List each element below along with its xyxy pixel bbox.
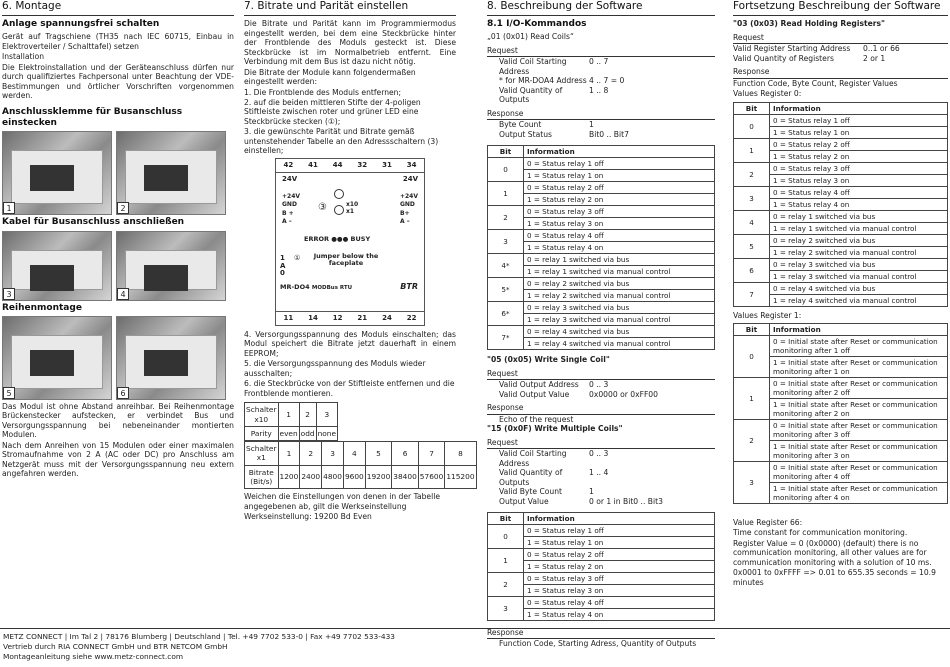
step: 1. Die Frontblende des Moduls entfernen; xyxy=(244,87,402,97)
info-cell: 1 = Status relay 3 on xyxy=(524,218,715,230)
table-row xyxy=(734,258,948,270)
info-cell: 0 = Status relay 1 off xyxy=(524,158,715,170)
request-label: Request xyxy=(487,45,715,57)
info-cell: 1 = relay 3 switched via manual control xyxy=(524,314,715,326)
table-row xyxy=(488,158,715,170)
step: 3. die gewünschte Parität und Bitrate gemäß untenstehender Tabelle an den Adressschaltern (3) einstellen; xyxy=(244,127,439,156)
info-cell: 0 = Status relay 4 off xyxy=(770,186,948,198)
parity-table: Schalter x10 1 2 3 Parity even odd none xyxy=(244,402,338,441)
bit-cell: 0 xyxy=(488,158,524,182)
table-row xyxy=(488,278,715,290)
info-cell: 0 = relay 2 switched via bus xyxy=(524,278,715,290)
info-cell: 0 = relay 1 switched via bus xyxy=(770,210,948,222)
paragraph: Weichen die Einstellungen von denen in der Tabelle angegebenen ab, gilt die Werkseinstellung xyxy=(244,492,440,511)
bit-cell: 2 xyxy=(734,162,770,186)
paragraph: Die Elektroinstallation und der Geräteanschluss dürfen nur durch qualifiziertes Fachpersonal unter Beachtung der VDE-Bestimmungen und örtlicher Vorschriften vorgenommen werden. xyxy=(2,62,234,101)
response-label: Response xyxy=(487,402,715,414)
table-row xyxy=(488,206,715,218)
subheading: 8.1 I/O-Kommandos xyxy=(487,19,587,30)
table-header: Bit xyxy=(488,146,524,158)
table-row xyxy=(734,138,948,150)
section-title: Fortsetzung Beschreibung der Software xyxy=(733,0,948,16)
info-cell: 1 = Status relay 1 on xyxy=(524,537,715,549)
bit-cell: 3 xyxy=(734,462,770,504)
info-cell: 1 = Initial state after Reset or communication monitoring after 1 on xyxy=(770,357,948,378)
device-diagram: 42 41 44 32 31 34 24V 24V +24V GND B + A – +24V GND B+ A – x10 x1 ③ ERROR ●●● BUSY 1 A 0 ① Jumper below the faceplate MR-DO4 MODBus RTU BTR 11 14 12 21 24 22 xyxy=(275,158,425,326)
photo-4: 4 xyxy=(116,231,226,301)
bit-cell: 2 xyxy=(488,206,524,230)
info-cell: 0 = relay 3 switched via bus xyxy=(524,302,715,314)
command-title: "15 (0x0F) Write Multiple Coils" xyxy=(487,424,623,434)
step: 6. die Steckbrücke von der Stiftleiste entfernen und die Frontblende montieren. xyxy=(244,379,455,398)
bit-cell: 3 xyxy=(734,186,770,210)
response-label: Response xyxy=(487,108,715,120)
info-cell: 1 = relay 4 switched via manual control xyxy=(770,294,948,306)
info-cell: 1 = Status relay 3 on xyxy=(524,585,715,597)
table-row xyxy=(488,549,715,561)
command-title: „01 (0x01) Read Coils“ xyxy=(487,32,574,42)
paragraph: Installation xyxy=(2,52,45,62)
table-row xyxy=(734,378,948,399)
info-cell: 1 = Initial state after Reset or communication monitoring after 3 on xyxy=(770,441,948,462)
subheading: Anschlussklemme für Busanschluss einstecken xyxy=(2,106,183,129)
table-row xyxy=(734,186,948,198)
step: 5. die Versorgungsspannung des Moduls wieder ausschalten; xyxy=(244,359,426,378)
photo-3: 3 xyxy=(2,231,112,301)
table-row xyxy=(488,230,715,242)
subheading: Reihenmontage xyxy=(2,302,82,313)
info-cell: 0 = Initial state after Reset or communication monitoring after 4 off xyxy=(770,462,948,483)
photo-5: 5 xyxy=(2,316,112,400)
info-cell: 1 = Status relay 2 on xyxy=(524,561,715,573)
table-row xyxy=(488,254,715,266)
table-row xyxy=(734,282,948,294)
command-title: "03 (0x03) Read Holding Registers" xyxy=(733,19,885,29)
table-header: Bit xyxy=(734,102,770,114)
table-row xyxy=(734,162,948,174)
request-label: Request xyxy=(487,437,715,449)
info-cell: 1 = Status relay 3 on xyxy=(770,174,948,186)
info-cell: 1 = Status relay 4 on xyxy=(524,609,715,621)
table-row xyxy=(488,182,715,194)
request-label: Request xyxy=(733,32,948,44)
info-cell: 1 = Initial state after Reset or communication monitoring after 2 on xyxy=(770,399,948,420)
info-cell: 0 = Initial state after Reset or communication monitoring after 2 off xyxy=(770,378,948,399)
bit-cell: 0 xyxy=(734,336,770,378)
table-row xyxy=(488,302,715,314)
read-coils-table xyxy=(487,145,715,350)
step: 4. Versorgungsspannung des Moduls einschalten; das Modul speichert die Bitrate jetzt dauerhaft in einem EEPROM; xyxy=(244,329,456,358)
table-row xyxy=(734,210,948,222)
info-cell: 1 = Status relay 1 on xyxy=(770,126,948,138)
response-label: Response xyxy=(733,66,948,78)
photo-2: 2 xyxy=(116,131,226,215)
info-cell: 0 = relay 1 switched via bus xyxy=(524,254,715,266)
section-title: 6. Montage xyxy=(2,0,234,16)
bit-cell: 1 xyxy=(488,549,524,573)
step: 2. auf die beiden mittleren Stifte der 4-poligen Stiftleiste zwischen roter und grüner LED eine Steckbrücke stecken (①); xyxy=(244,98,421,126)
bit-cell: 5* xyxy=(488,278,524,302)
bit-cell: 5 xyxy=(734,234,770,258)
paragraph: Nach dem Anreihen von 15 Modulen oder einer maximalen Stromaufnahme von 2 A (AC oder DC) pro Anschluss am Netzgerät muss mit der Versorgungsspannung neu extern angefahren werden. xyxy=(2,440,234,479)
register0-table xyxy=(733,102,948,307)
table-header: Information xyxy=(770,102,948,114)
table-row xyxy=(734,336,948,357)
info-cell: 1 = Initial state after Reset or communication monitoring after 4 on xyxy=(770,483,948,504)
bit-cell: 1 xyxy=(734,138,770,162)
bit-cell: 4* xyxy=(488,254,524,278)
bit-cell: 3 xyxy=(488,597,524,621)
photo-1: 1 xyxy=(2,131,112,215)
info-cell: 0 = relay 4 switched via bus xyxy=(770,282,948,294)
bitrate-table: Schalter x1 1 2 3 4 5 6 7 8 Bitrate (Bit/s) 1200 2400 4800 9600 19200 38400 57600 115200 xyxy=(244,441,477,489)
paragraph: Das Modul ist ohne Abstand anreihbar. Bei Reihenmontage Brückenstecker aufstecken, er verbindet Bus und Versorgungsspannung bei nebeneinander montierten Modulen. xyxy=(2,401,234,440)
info-cell: 0 = relay 3 switched via bus xyxy=(770,258,948,270)
bit-cell: 2 xyxy=(734,420,770,462)
info-cell: 0 = Status relay 2 off xyxy=(524,182,715,194)
bit-cell: 6* xyxy=(488,302,524,326)
info-cell: 1 = Status relay 4 on xyxy=(524,242,715,254)
info-cell: 1 = relay 1 switched via manual control xyxy=(524,266,715,278)
info-cell: 0 = Status relay 4 off xyxy=(524,230,715,242)
section-title: 7. Bitrate und Parität einstellen xyxy=(244,0,456,16)
paragraph: Die Bitrate der Module kann folgendermaßen eingestellt werden: xyxy=(244,67,416,87)
info-cell: 1 = relay 1 switched via manual control xyxy=(770,222,948,234)
table-row xyxy=(488,326,715,338)
table-header: Bit xyxy=(734,324,770,336)
photo-6: 6 xyxy=(116,316,226,400)
table-header: Information xyxy=(770,324,948,336)
table-header: Information xyxy=(524,146,715,158)
table-row xyxy=(734,114,948,126)
info-cell: 0 = Status relay 2 off xyxy=(770,138,948,150)
paragraph: Die Bitrate und Parität kann im Programmiermodus eingestellt werden, bei dem eine Steckbrücke hinter der Frontblende des Moduls gesteckt ist. Diese Steckbrücke ist im Normalbetrieb entfernt. Eine Verbindung mit dem Bus ist dazu nicht nötig. xyxy=(244,19,456,67)
table-row xyxy=(488,525,715,537)
section-montage xyxy=(2,0,234,480)
info-cell: 1 = relay 4 switched via manual control xyxy=(524,338,715,350)
photo-row xyxy=(2,316,234,400)
info-cell: 0 = Status relay 1 off xyxy=(524,525,715,537)
bit-cell: 0 xyxy=(488,525,524,549)
table-row xyxy=(734,234,948,246)
section-bitrate xyxy=(244,0,475,523)
bit-cell: 2 xyxy=(488,573,524,597)
info-cell: 0 = Status relay 3 off xyxy=(524,573,715,585)
page-footer: METZ CONNECT | Im Tal 2 | 78176 Blumberg | Deutschland | Tel. +49 7702 533-0 | Fax +49 7702 533-433 Vertrieb durch RIA CONNECT GmbH und BTR NETCOM GmbH Montageanleitung siehe www.metz-connect.com xyxy=(0,628,950,665)
bit-cell: 0 xyxy=(734,114,770,138)
info-cell: 0 = Status relay 2 off xyxy=(524,549,715,561)
subheading: Kabel für Busanschluss anschließen xyxy=(2,217,185,228)
request-label: Request xyxy=(487,368,715,380)
bit-cell: 6 xyxy=(734,258,770,282)
info-cell: 0 = Status relay 4 off xyxy=(524,597,715,609)
section-software-continued: Fortsetzung Beschreibung der Software "03 (0x03) Read Holding Registers" Request Valid Register Starting Address 0..1 or 66 Valid Quantity of Registers 2 or 1 Response Function Code, Byte Count, Register Values Values Register 0: Bit Information 0 0 = Status relay 1 off 1 = Status relay 1 on 1 0 = Status relay 2 off 1 = Status relay 2 on 2 0 = Status relay 3 off 1 = Status relay 3 on 3 0 = Status relay 4 off 1 = Status relay 4 on 4 0 = relay 1 switched via bus 1 = relay 1 switched via manual control 5 0 = relay 2 switched via bus 1 = relay 2 switched via manual control 6 0 = relay 3 switched via bus 1 = relay 3 switched via manual control 7 0 = relay 4 switched via bus 1 = relay 4 switched via manual control Values Register 1: Bit Information 0 0 = Initial state after Reset or communication monitoring after 1 off 1 = Initial state after Reset or communication monitoring after 1 on 1 0 = Initial state after Reset or communication monitoring after 2 off 1 = Initial state after Reset or communication monitoring after 2 on 2 0 = Initial state after Reset or communication monitoring after 3 off 1 = Initial state after Reset or communication monitoring after 3 on 3 0 = Initial state after Reset or communication monitoring after 4 off 1 = Initial state after Reset or communication monitoring after 4 on Value Register 66: Time constant for communication monitoring. Register Value = 0 (0x0000) (default) there is no communication monitoring, all other values are for communication monitoring with a solution of 10 ms. 0x0001 to 0xFFFF => 0.01 to 655.35 seconds = 10.9 minutes xyxy=(733,0,948,588)
info-cell: 1 = relay 3 switched via manual control xyxy=(770,270,948,282)
table-header: Bit xyxy=(488,513,524,525)
info-cell: 1 = relay 2 switched via manual control xyxy=(770,246,948,258)
table-row xyxy=(488,597,715,609)
info-cell: 0 = Initial state after Reset or communication monitoring after 1 off xyxy=(770,336,948,357)
section-title: 8. Beschreibung der Software xyxy=(487,0,715,16)
table-row xyxy=(734,420,948,441)
table-row xyxy=(734,462,948,483)
command-title: "05 (0x05) Write Single Coil" xyxy=(487,355,610,365)
bit-cell: 1 xyxy=(488,182,524,206)
info-cell: 0 = Status relay 3 off xyxy=(770,162,948,174)
bit-cell: 3 xyxy=(488,230,524,254)
bit-cell: 7* xyxy=(488,326,524,350)
info-cell: 1 = Status relay 2 on xyxy=(524,194,715,206)
info-cell: 0 = Status relay 1 off xyxy=(770,114,948,126)
bit-cell: 4 xyxy=(734,210,770,234)
bit-cell: 7 xyxy=(734,282,770,306)
subheading: Anlage spannungsfrei schalten xyxy=(2,19,160,30)
table-row xyxy=(488,573,715,585)
paragraph: Werkseinstellung: 19200 Bd Even xyxy=(244,512,372,522)
response-label: Response xyxy=(487,627,715,639)
info-cell: 1 = Status relay 4 on xyxy=(770,198,948,210)
register1-table xyxy=(733,323,948,504)
multiple-coils-table xyxy=(487,512,715,621)
info-cell: 0 = Status relay 3 off xyxy=(524,206,715,218)
paragraph: Gerät auf Tragschiene (TH35 nach IEC 60715, Einbau in Elektroverteiler / Schalttafel) setzen xyxy=(2,32,234,51)
info-cell: 1 = relay 2 switched via manual control xyxy=(524,290,715,302)
bit-cell: 1 xyxy=(734,378,770,420)
table-header: Information xyxy=(524,513,715,525)
info-cell: 1 = Status relay 1 on xyxy=(524,170,715,182)
photo-row xyxy=(2,131,234,215)
section-software: 8. Beschreibung der Software 8.1 I/O-Kommandos „01 (0x01) Read Coils“ Request Valid Coil Starting Address 0 .. 7 * for MR-DOA4 Address 4 .. 7 = 0 Valid Quantity of Outputs 1 .. 8 Response Byte Count 1 Output Status Bit0 .. Bit7 Bit Information 0 0 = Status relay 1 off 1 = Status relay 1 on 1 0 = Status relay 2 off 1 = Status relay 2 on 2 0 = Status relay 3 off 1 = Status relay 3 on 3 0 = Status relay 4 off 1 = Status relay 4 on 4* 0 = relay 1 switched via bus 1 = relay 1 switched via manual control 5* 0 = relay 2 switched via bus 1 = relay 2 switched via manual control 6* 0 = relay 3 switched via bus 1 = relay 3 switched via manual control 7* 0 = relay 4 switched via bus 1 = relay 4 switched via manual control "05 (0x05) Write Single Coil" Request Valid Output Address 0 .. 3 Valid Output Value 0x0000 or 0xFF00 Response Echo of the request "15 (0x0F) Write Multiple Coils" Request Valid Coil Starting Address 0 .. 3 Valid Quantity of Outputs 1 .. 4 Valid Byte Count 1 Output Value 0 or 1 in Bit0 .. Bit3 Bit Information 0 0 = Status relay 1 off 1 = Status relay 1 on 1 0 = Status relay 2 off 1 = Status relay 2 on 2 0 = Status relay 3 off 1 = Status relay 3 on 3 0 = Status relay 4 off 1 = Status relay 4 on Response Function Code, Starting Adress, Quantity of Outputs xyxy=(487,0,715,649)
info-cell: 1 = Status relay 2 on xyxy=(770,150,948,162)
photo-row xyxy=(2,231,234,301)
info-cell: 0 = relay 2 switched via bus xyxy=(770,234,948,246)
info-cell: 0 = Initial state after Reset or communication monitoring after 3 off xyxy=(770,420,948,441)
info-cell: 0 = relay 4 switched via bus xyxy=(524,326,715,338)
